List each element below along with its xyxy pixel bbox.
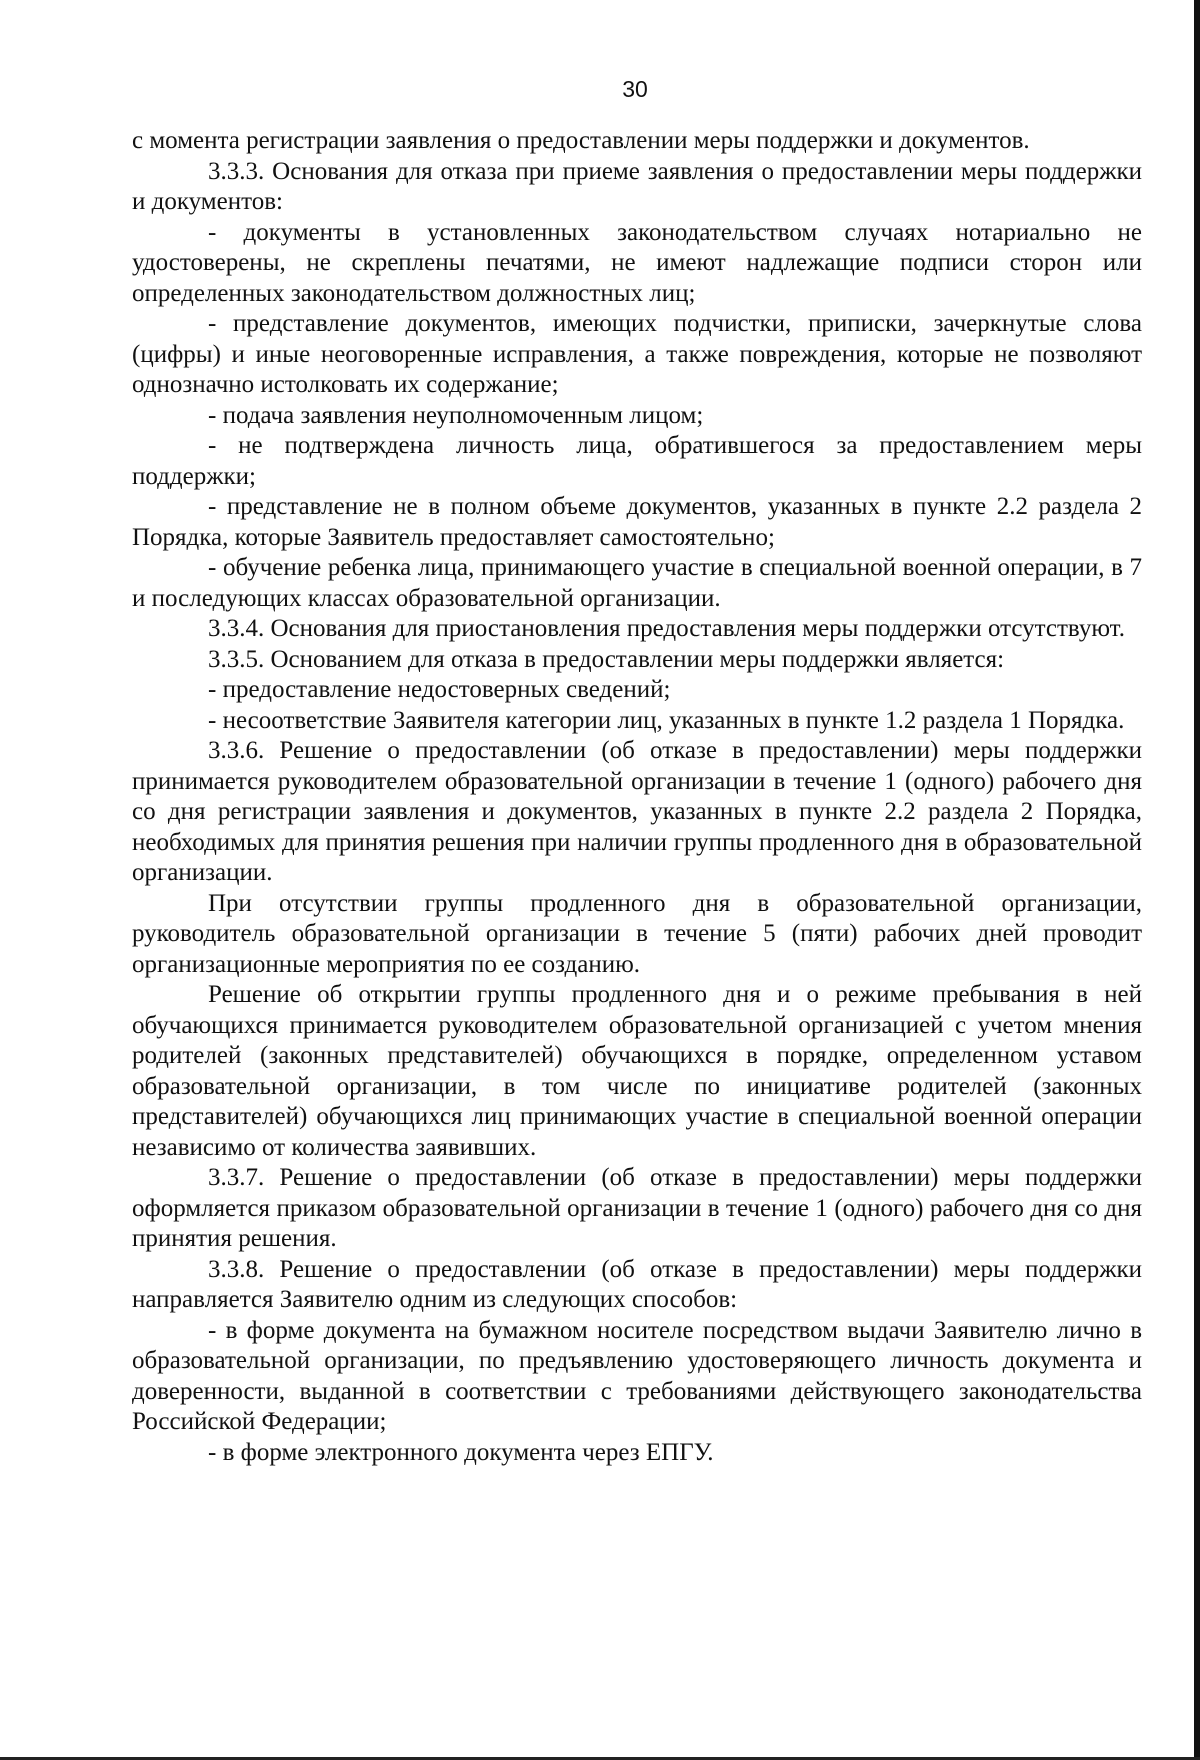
paragraph-p02: 3.3.3. Основания для отказа при приеме заявления о предоставлении меры поддержки и документов: bbox=[132, 157, 1142, 215]
paragraph-p16: 3.3.7. Решение о предоставлении (об отказе в предоставлении) меры поддержки оформляется приказом образовательной организации в течение 1 (одного) рабочего дня со дня принятия решения. bbox=[132, 1164, 1142, 1252]
paragraph-p09: 3.3.4. Основания для приостановления предоставления меры поддержки отсутствуют. bbox=[208, 615, 1125, 642]
scan-edge-right bbox=[1194, 0, 1200, 1760]
page-number: 30 bbox=[622, 76, 648, 102]
paragraph-p01: с момента регистрации заявления о предоставлении меры поддержки и документов. bbox=[132, 127, 1030, 154]
paragraph-p15: Решение об открытии группы продленного дня и о режиме пребывания в ней обучающихся принимается руководителем образовательной организацией с учетом мнения родителей (законных представителей) обучающихся в порядке, определенном уставом образовательной организации, в том числе по инициативе родителей (законных представителей) обучающихся лиц принимающих участие в специальной военной операции независимо от количества заявивших. bbox=[132, 981, 1142, 1161]
document-body bbox=[132, 126, 1142, 1468]
paragraph-p14: При отсутствии группы продленного дня в образовательной организации, руководитель образовательной организации в течение 5 (пяти) рабочих дней проводит организационные мероприятия по ее созданию. bbox=[132, 889, 1142, 978]
paragraph-p07: - представление не в полном объеме документов, указанных в пункте 2.2 раздела 2 Порядка, которые Заявитель предоставляет самостоятельно; bbox=[132, 493, 1142, 551]
paragraph-p03: - документы в установленных законодательством случаях нотариально не удостоверены, не скреплены печатями, не имеют надлежащие подписи сторон или определенных законодательством должностных лиц; bbox=[132, 218, 1142, 307]
paragraph-p18: - в форме документа на бумажном носителе посредством выдачи Заявителю лично в образовательной организации, по предъявлению удостоверяющего личность документа и доверенности, выданной в соответствии с требованиями действующего законодательства Российской Федерации; bbox=[132, 1316, 1142, 1435]
paragraph-p11: - предоставление недостоверных сведений; bbox=[208, 676, 671, 703]
paragraph-p05: - подача заявления неуполномоченным лицом; bbox=[208, 401, 704, 429]
paragraph-p04: - представление документов, имеющих подчистки, приписки, зачеркнутые слова (цифры) и иные неоговоренные исправления, а также повреждения, которые не позволяют однозначно истолковать их содержание; bbox=[132, 310, 1142, 398]
paragraph-p17: 3.3.8. Решение о предоставлении (об отказе в предоставлении) меры поддержки направляется Заявителю одним из следующих способов: bbox=[132, 1255, 1142, 1313]
paragraph-p08: - обучение ребенка лица, принимающего участие в специальной военной операции, в 7 и последующих классах образовательной организации. bbox=[132, 554, 1142, 612]
paragraph-p19: - в форме электронного документа через ЕПГУ. bbox=[208, 1438, 714, 1466]
paragraph-p13: 3.3.6. Решение о предоставлении (об отказе в предоставлении) меры поддержки принимается руководителем образовательной организации в течение 1 (одного) рабочего дня со дня регистрации заявления и документов, указанных в пункте 2.2 раздела 2 Порядка, необходимых для принятия решения при наличии группы продленного дня в образовательной организации. bbox=[132, 737, 1142, 886]
paragraph-p06: - не подтверждена личность лица, обратившегося за предоставлением меры поддержки; bbox=[132, 432, 1142, 490]
paragraph-p12: - несоответствие Заявителя категории лиц, указанных в пункте 1.2 раздела 1 Порядка. bbox=[208, 706, 1125, 734]
paragraph-p10: 3.3.5. Основанием для отказа в предоставлении меры поддержки является: bbox=[208, 645, 1005, 673]
